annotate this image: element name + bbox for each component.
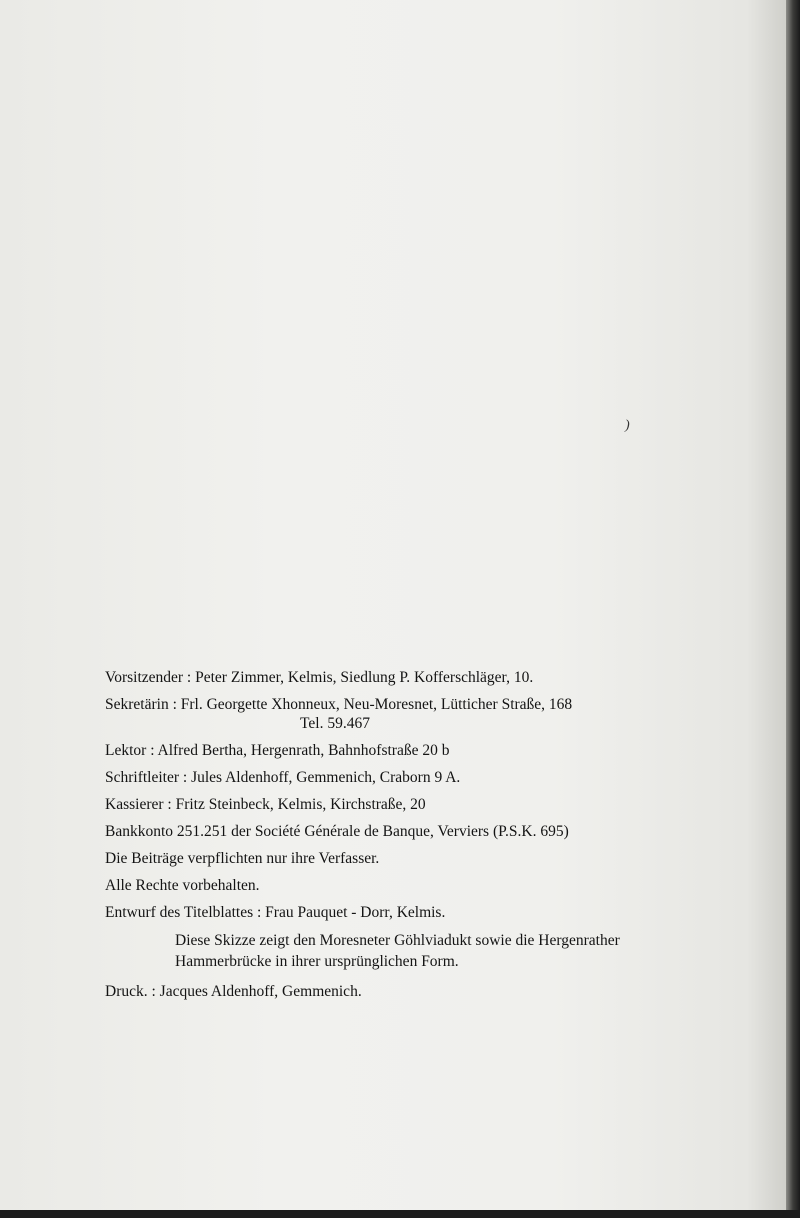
secretary-line: Sekretärin : Frl. Georgette Xhonneux, Neu-Moresnet, Lütticher Straße, 168 xyxy=(105,696,573,713)
stray-mark: ) xyxy=(625,418,630,433)
cover-design-line: Entwurf des Titelblattes : Frau Pauquet - Dorr, Kelmis. xyxy=(105,904,446,921)
reader-line: Lektor : Alfred Bertha, Hergenrath, Bahnhofstraße 20 b xyxy=(105,742,450,759)
rights-line: Alle Rechte vorbehalten. xyxy=(105,877,260,894)
cover-note: Diese Skizze zeigt den Moresneter Göhlviadukt sowie die Hergenrather Hammerbrücke in ihrer ursprünglichen Form. xyxy=(175,932,620,970)
bank-account-line: Bankkonto 251.251 der Société Générale de Banque, Verviers (P.S.K. 695) xyxy=(105,823,569,840)
editor-line: Schriftleiter : Jules Aldenhoff, Gemmenich, Craborn 9 A. xyxy=(105,769,461,786)
responsibility-line: Die Beiträge verpflichten nur ihre Verfasser. xyxy=(105,850,380,867)
print-line: Druck. : Jacques Aldenhoff, Gemmenich. xyxy=(105,983,362,1000)
imprint-block xyxy=(105,668,725,1009)
secretary-phone: Tel. 59.467 xyxy=(300,715,370,732)
page-edge-shadow xyxy=(786,0,800,1218)
treasurer-line: Kassierer : Fritz Steinbeck, Kelmis, Kirchstraße, 20 xyxy=(105,796,426,813)
page-bottom-edge xyxy=(0,1210,800,1218)
chairman-line: Vorsitzender : Peter Zimmer, Kelmis, Siedlung P. Kofferschläger, 10. xyxy=(105,669,534,686)
